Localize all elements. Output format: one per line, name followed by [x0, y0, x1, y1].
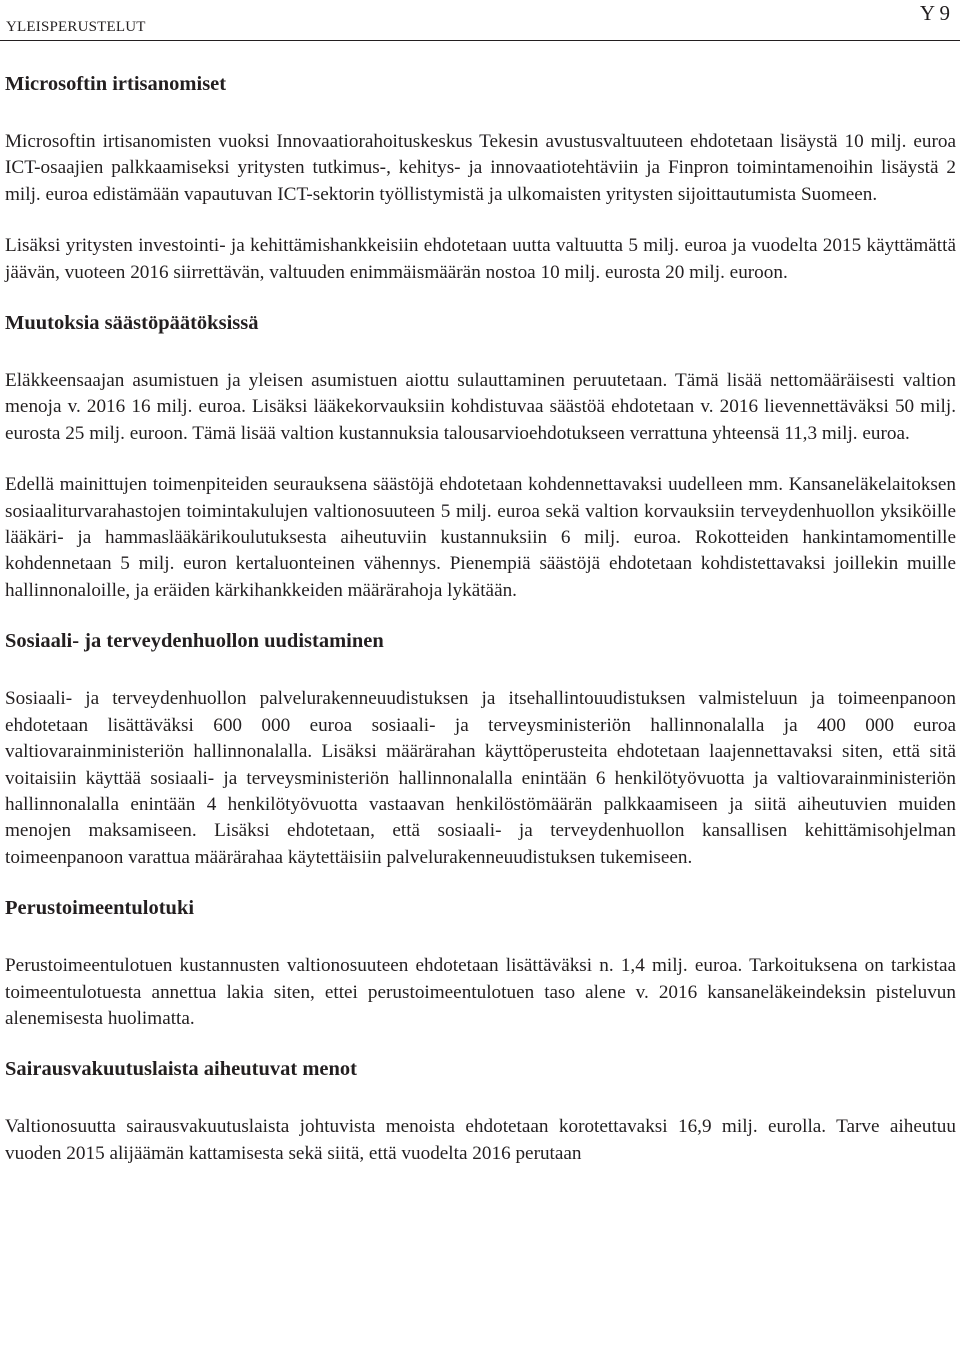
paragraph-microsoft-1: Microsoftin irtisanomisten vuoksi Innovaatiorahoituskeskus Tekesin avustusvaltuuteen ehdotetaan lisäystä 10 milj. euroa ICT-osaajien palkkaamiseksi yritysten tutkimus-, kehitys- ja innovaatiotehtäviin ja Finpron toimintamenoihin lisäystä 2 milj. euroa edistämään vapautuvan ICT-sektorin työllistymistä ja ulkomaisten yritysten sijoittautumista Suomeen. [5, 131, 956, 205]
paragraph-savings-1: Eläkkeensaajan asumistuen ja yleisen asumistuen aiottu sulauttaminen peruutetaan. Tämä lisää nettomääräisesti valtion menoja v. 2016 16 milj. euroa. Lisäksi lääkekorvauksiin kohdistuvaa säästöä ehdotetaan v. 2016 lievennettäväksi 50 milj. eurosta 25 milj. euroon. Tämä lisää valtion kustannuksia talousarvioehdotukseen verrattuna yhteensä 11,3 milj. euroa. [5, 370, 956, 444]
paragraph-health-insurance-1: Valtionosuutta sairausvakuutuslaista johtuvista menoista ehdotetaan korotettavaksi 16,9 milj. eurolla. Tarve aiheutuu vuoden 2015 alijäämän kattamisesta sekä siitä, että vuodelta 2016 perutaan [5, 1116, 956, 1164]
document-body [5, 71, 956, 1167]
section-heading-microsoft: Microsoftin irtisanomiset [5, 73, 227, 95]
page-number: Y 9 [919, 1, 950, 25]
paragraph-microsoft-2: Lisäksi yritysten investointi- ja kehittämishankkeisiin ehdotetaan uutta valtuutta 5 milj. euroa ja vuodelta 2015 käyttämättä jäävän, vuoteen 2016 siirrettävän, valtuuden enimmäismäärän nostoa 10 milj. eurosta 20 milj. euroon. [5, 235, 956, 283]
running-header-section: YLEISPERUSTELUT [6, 19, 146, 35]
page-header [0, 0, 960, 40]
paragraph-savings-2: Edellä mainittujen toimenpiteiden seurauksena säästöjä ehdotetaan kohdennettavaksi uudelleen mm. Kansaneläkelaitoksen sosiaaliturvarahastojen toimintakulujen valtionosuuteen 5 milj. euroa sekä valtion korvauksiin terveydenhuollon yksiköille lääkäri- ja hammaslääkärikoulutuksesta aiheutuviin kustannuksiin 6 milj. euroa. Rokotteiden hankintamomentille kohdennetaan 5 milj. euron kertaluonteinen vähennys. Pienempiä säästöjä ehdotetaan kohdistettavaksi joillekin muille hallinnonaloille, ja eräiden kärkihankkeiden määrärahoja lykätään. [5, 474, 956, 601]
section-heading-savings: Muutoksia säästöpäätöksissä [5, 312, 259, 335]
section-heading-health-insurance: Sairausvakuutuslaista aiheutuvat menot [5, 1058, 357, 1081]
section-heading-sote: Sosiaali- ja terveydenhuollon uudistaminen [5, 630, 384, 653]
paragraph-income-support-1: Perustoimeentulotuen kustannusten valtionosuuteen ehdotetaan lisättäväksi n. 1,4 milj. euroa. Tarkoituksena on tarkistaa toimeentulotuesta annettua lakia siten, ettei perustoimeentulotuen taso alene v. 2016 kansaneläkeindeksin pisteluvun alenemisesta huolimatta. [5, 955, 956, 1029]
paragraph-sote-1: Sosiaali- ja terveydenhuollon palvelurakenneuudistuksen ja itsehallintouudistuksen valmisteluun ja toimeenpanoon ehdotetaan lisättäväksi 600 000 euroa sosiaali- ja terveysministeriön hallinnonalalla ja 400 000 euroa valtiovarainministeriön hallinnonalalla. Lisäksi määrärahan käyttöperusteita ehdotetaan laajennettavaksi siten, että sitä voitaisiin käyttää sosiaali- ja terveysministeriön hallinnonalalla enintään 6 henkilötyövuotta ja valtiovarainministeriön hallinnonalalla enintään 4 henkilötyövuotta vastaavan henkilöstömäärän palkkaamiseen ja siitä aiheutuvien muiden menojen maksamiseen. Lisäksi ehdotetaan, että sosiaali- ja terveydenhuollon kansallisen kehittämisohjelman toimeenpanoon varattua määrärahaa käytettäisiin palvelurakenneuudistuksen tukemiseen. [5, 688, 956, 868]
section-heading-income-support: Perustoimeentulotuki [5, 897, 195, 920]
header-divider [0, 40, 960, 41]
